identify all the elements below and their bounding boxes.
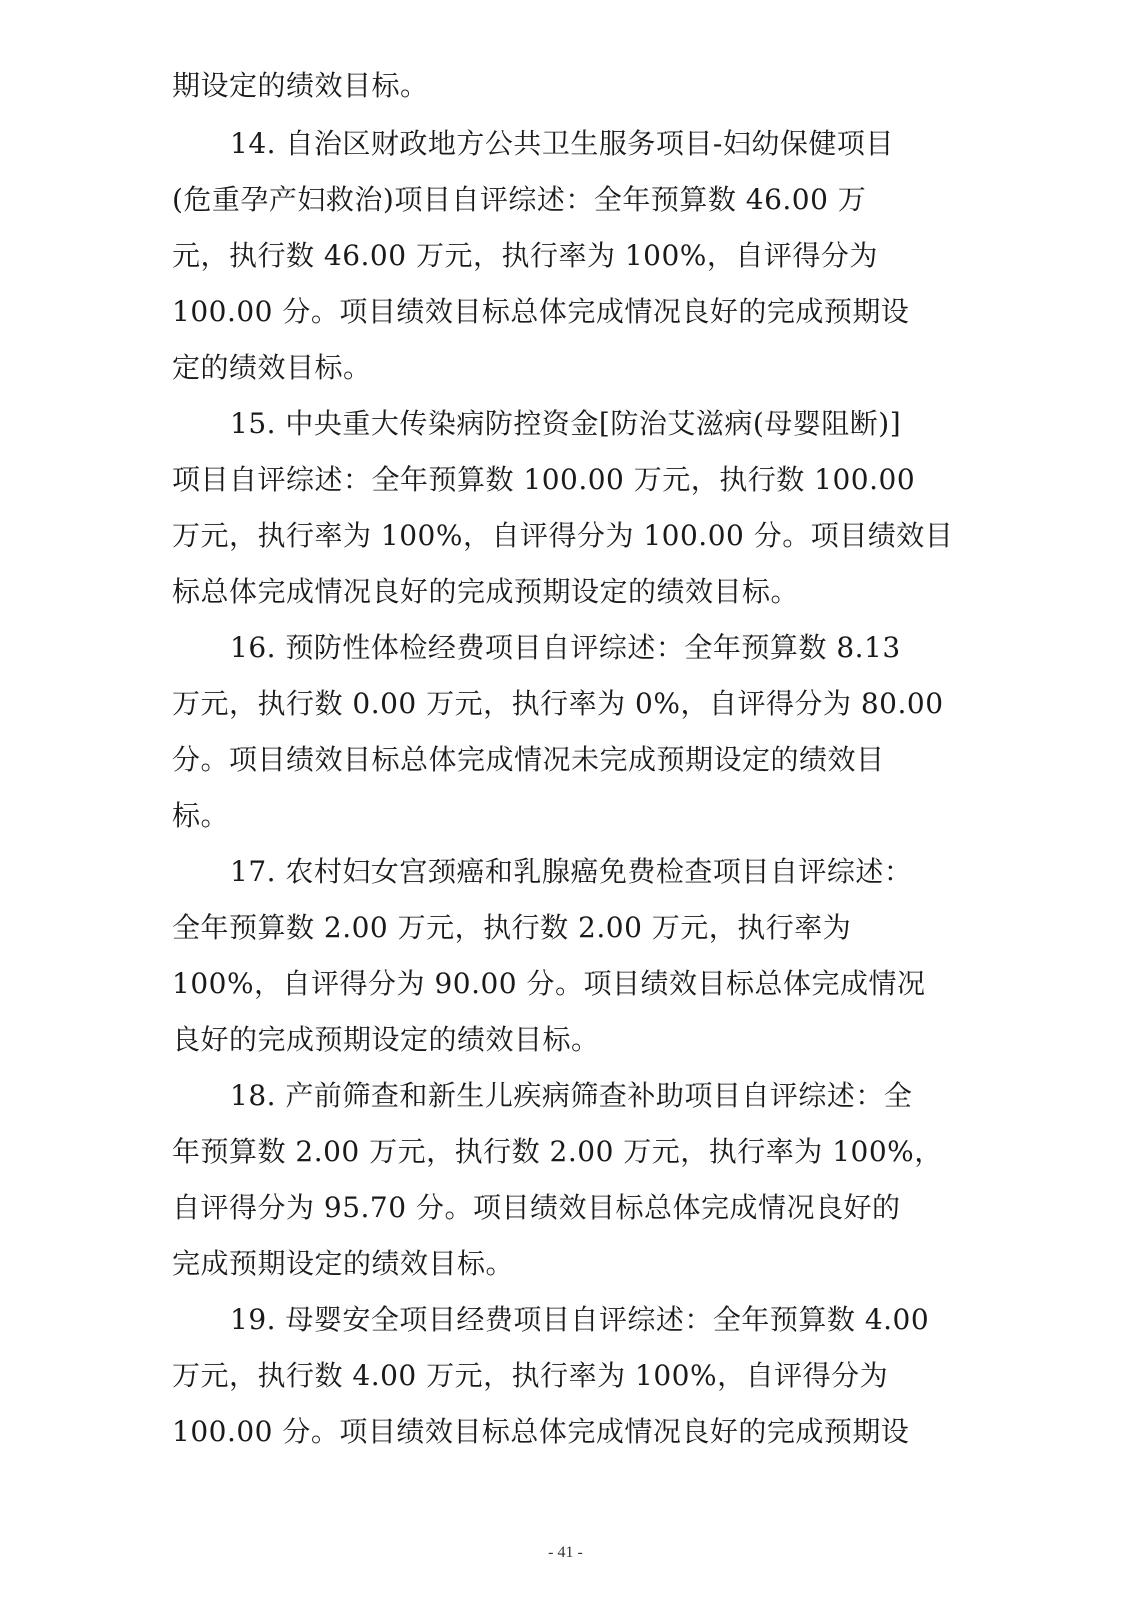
text-line-20: 年预算数 2.00 万元，执行数 2.00 万元，执行率为 100%， <box>172 1135 943 1168</box>
text-line-19: 18. 产前筛查和新生儿疾病筛查补助项目自评综述：全 <box>230 1079 913 1112</box>
text-line-8: 项目自评综述：全年预算数 100.00 万元，执行数 100.00 <box>172 463 916 496</box>
text-line-11: 16. 预防性体检经费项目自评综述：全年预算数 8.13 <box>230 631 901 664</box>
text-line-1: 期设定的绩效目标。 <box>172 69 429 102</box>
text-line-16: 全年预算数 2.00 万元，执行数 2.00 万元，执行率为 <box>172 911 852 944</box>
text-line-9: 万元，执行率为 100%，自评得分为 100.00 分。项目绩效目 <box>172 519 954 552</box>
text-line-6: 定的绩效目标。 <box>172 351 372 384</box>
text-line-23: 19. 母婴安全项目经费项目自评综述：全年预算数 4.00 <box>230 1303 930 1336</box>
text-line-21: 自评得分为 95.70 分。项目绩效目标总体完成情况良好的 <box>172 1191 901 1224</box>
text-line-12: 万元，执行数 0.00 万元，执行率为 0%，自评得分为 80.00 <box>172 687 944 720</box>
text-line-18: 良好的完成预期设定的绩效目标。 <box>172 1023 600 1056</box>
text-line-4: 元，执行数 46.00 万元，执行率为 100%，自评得分为 <box>172 239 878 272</box>
text-line-24: 万元，执行数 4.00 万元，执行率为 100%，自评得分为 <box>172 1359 889 1392</box>
text-line-3: (危重孕产妇救治)项目自评综述：全年预算数 46.00 万 <box>172 183 867 216</box>
page-number: - 41 - <box>548 1544 583 1561</box>
text-line-15: 17. 农村妇女宫颈癌和乳腺癌免费检查项目自评综述： <box>230 855 913 888</box>
text-line-14: 标。 <box>172 799 230 832</box>
text-line-22: 完成预期设定的绩效目标。 <box>172 1247 515 1280</box>
text-line-5: 100.00 分。项目绩效目标总体完成情况良好的完成预期设 <box>172 295 910 328</box>
text-line-10: 标总体完成情况良好的完成预期设定的绩效目标。 <box>172 575 800 608</box>
text-line-2: 14. 自治区财政地方公共卫生服务项目-妇幼保健项目 <box>230 127 894 160</box>
text-line-13: 分。项目绩效目标总体完成情况未完成预期设定的绩效目 <box>172 743 885 776</box>
text-line-7: 15. 中央重大传染病防控资金[防治艾滋病(母婴阻断)] <box>230 407 902 440</box>
text-line-25: 100.00 分。项目绩效目标总体完成情况良好的完成预期设 <box>172 1415 910 1448</box>
text-line-17: 100%，自评得分为 90.00 分。项目绩效目标总体完成情况 <box>172 967 926 1000</box>
